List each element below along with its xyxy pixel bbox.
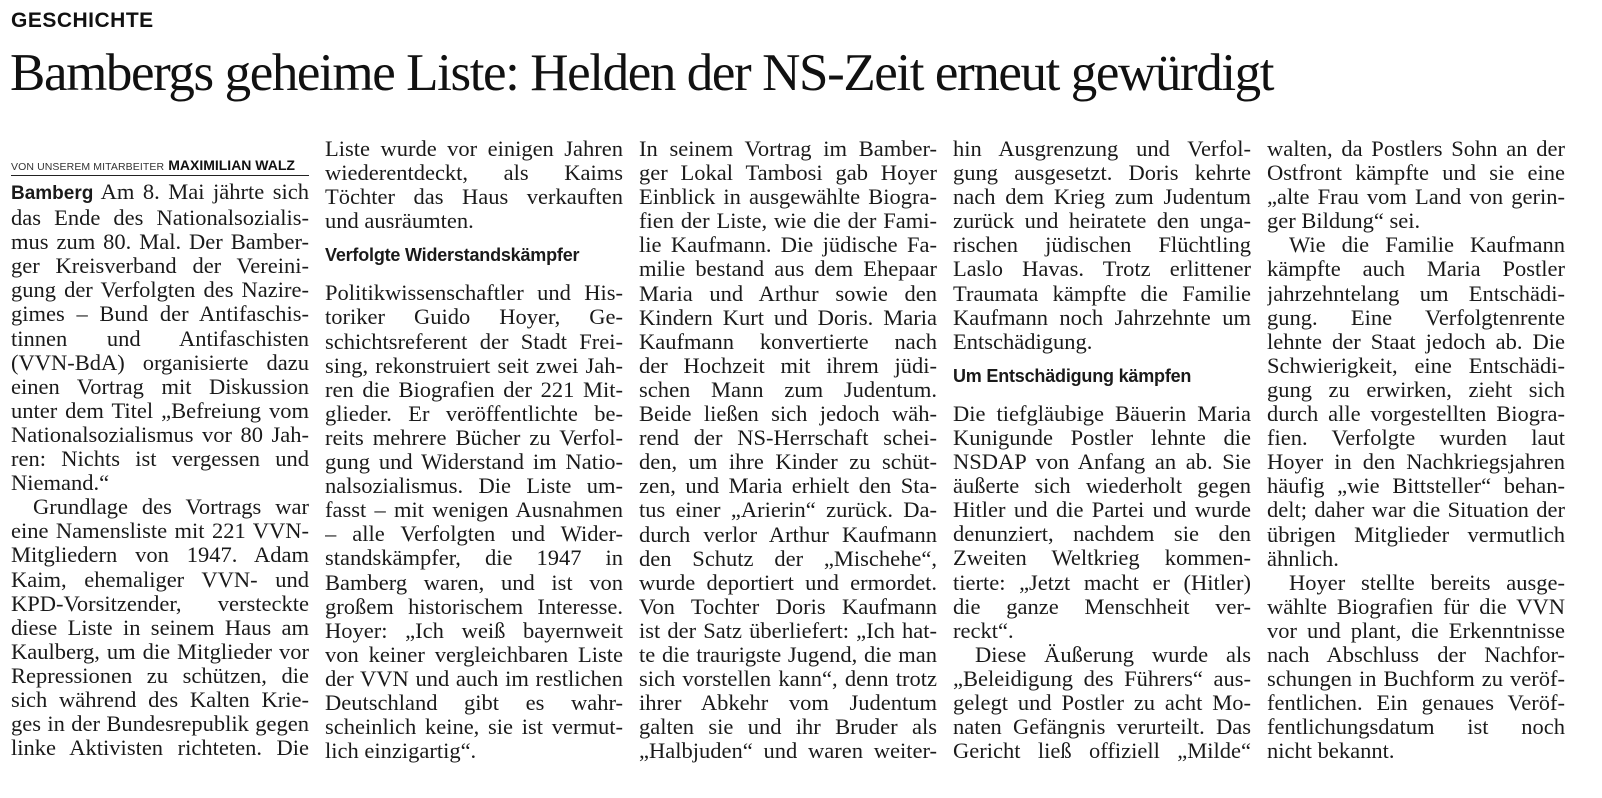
text-line: ren die Biografien der 221 Mit- (325, 377, 623, 402)
article-column-2 (325, 137, 623, 763)
text-line: Die tiefgläubige Bäuerin Maria (953, 401, 1251, 426)
text-line: Diese Äußerung wurde als (975, 642, 1251, 667)
text-line: Hoyer in den Nachkriegsjahren (1267, 450, 1565, 475)
text-line: milie bestand aus dem Ehepaar (639, 257, 937, 282)
subheading: Verfolgte Widerstandskämpfer (325, 245, 580, 266)
text-line: NSDAP von Anfang an ab. Sie (953, 450, 1251, 475)
text-line: ihrer Abkehr vom Judentum (639, 691, 937, 716)
text-line: reits mehrere Bücher zu Verfol- (325, 425, 623, 450)
article-column-4 (953, 137, 1251, 763)
text-line: ähnlich. (1267, 546, 1339, 571)
text-line: durch alle vorgestellten Biogra- (1267, 402, 1565, 427)
text-line: linke Aktivisten richteten. Die (11, 736, 309, 761)
text-line: tierte: „Jetzt macht er (Hitler) (953, 570, 1251, 595)
text-line: Kaim, ehemaliger VVN- und (11, 567, 309, 592)
text-line: hin Ausgrenzung und Verfol- (953, 137, 1251, 161)
article-headline: Bambergs geheime Liste: Helden der NS-Zeit erneut gewürdigt (10, 44, 1274, 102)
text-line: Hoyer: „Ich weiß bayernweit (325, 618, 623, 643)
text-line: mus zum 80. Mal. Der Bamber- (11, 230, 309, 255)
text-line: Von Tochter Doris Kaufmann (639, 594, 937, 619)
text-line: vor und plant, die Erkenntnisse (1267, 618, 1565, 643)
text-line: der Hochzeit mit ihrem jüdi- (639, 353, 937, 378)
text-line: Repressionen zu schützen, die (11, 663, 309, 688)
text-line: rischen jüdischen Flüchtling (953, 233, 1251, 258)
text-line: denunziert, nachdem sie den (953, 522, 1251, 547)
text-line: wurde deportiert und ermordet. (639, 570, 937, 595)
text-line: walten, da Postlers Sohn an der (1267, 137, 1565, 161)
dateline: Bamberg (11, 183, 94, 204)
text-line: In seinem Vortrag im Bamber- (639, 137, 937, 161)
text-line: fentlichen. Ein genaues Veröf- (1267, 691, 1565, 716)
text-line: von keiner vergleichbaren Liste (325, 642, 623, 667)
text-line: Schwierigkeit, eine Entschädi- (1267, 353, 1565, 378)
text-line: Mitgliedern von 1947. Adam (11, 543, 309, 568)
text-line: schungen in Buchform zu veröf- (1267, 667, 1565, 692)
text-line: rend der NS-Herrschaft schei- (639, 426, 937, 451)
text-line: diese Liste in seinem Haus am (11, 615, 309, 640)
text-line: eine Namensliste mit 221 VVN- (11, 519, 309, 544)
text-line: unter dem Titel „Befreiung vom (11, 398, 309, 423)
text-line: Laslo Havas. Trotz erlittener (953, 257, 1251, 282)
text-line: Kindern Kurt und Doris. Maria (639, 305, 937, 330)
text-line: wiederentdeckt, als Kaims (325, 161, 623, 186)
text-line: KPD-Vorsitzender, versteckte (11, 591, 309, 616)
text-line: häufig „wie Bittsteller“ behan- (1267, 474, 1565, 499)
text-line: gung. Eine Verfolgtenrente (1267, 305, 1565, 330)
text-line: Grundlage des Vortrags war (33, 495, 309, 520)
text-line: lehnte der Staat jedoch ab. Die (1267, 329, 1565, 354)
text-line: Bamberg Am 8. Mai jährte sich (11, 180, 309, 204)
text-line: delt; daher war die Situation der (1267, 498, 1565, 523)
text-line: Hitler und die Partei und wurde (953, 498, 1251, 523)
text-line: gelegt und Postler zu acht Mo- (953, 690, 1251, 715)
text-line: reckt“. (953, 618, 1014, 643)
text-line: gung zu erwirken, zieht sich (1267, 377, 1565, 402)
text-line: sich während des Kalten Krie- (11, 687, 309, 712)
text-line: Maria und Arthur sowie den (639, 281, 937, 306)
text-line: naten Gefängnis verurteilt. Das (953, 715, 1251, 740)
text-line: nalsozialismus. Die Liste um- (325, 474, 623, 499)
text-line: ges in der Bundesrepublik gegen (11, 712, 309, 737)
text-line: Einblick in ausgewählte Biogra- (639, 185, 937, 210)
text-line: durch verlor Arthur Kaufmann (639, 522, 937, 547)
text-line: äußerte sich wiederholt gegen (953, 474, 1251, 499)
text-line: ist der Satz überliefert: „Ich hat- (639, 618, 937, 643)
text-line: Liste wurde vor einigen Jahren (325, 137, 623, 161)
byline-prefix: VON UNSEREM MITARBEITER (11, 161, 165, 173)
text-line: und ausräumten. (325, 209, 474, 234)
text-line: fien. Verfolgte wurden laut (1267, 426, 1565, 451)
text-line: nicht bekannt. (1267, 739, 1395, 764)
text-line: gung der Verfolgten des Nazire- (11, 278, 309, 303)
text-line: Beide ließen sich jedoch wäh- (639, 402, 937, 427)
text-line: der VVN und auch im restlichen (325, 666, 623, 691)
text-line: sing, rekonstruiert seit zwei Jah- (325, 353, 623, 378)
text-line: Kaufmann konvertierte nach (639, 329, 937, 354)
text-line: einen Vortrag mit Diskussion (11, 374, 309, 399)
byline (11, 151, 309, 176)
text-line: ren: Nichts ist vergessen und (11, 447, 309, 472)
text-line: Kaulberg, um die Mitglieder vor (11, 639, 309, 664)
text-line: fasst – mit wenigen Ausnahmen (325, 498, 623, 523)
text-line: Nationalsozialismus vor 80 Jah- (11, 422, 309, 447)
text-line: Ostfront kämpfte und sie eine (1267, 161, 1565, 186)
byline-author: MAXIMILIAN WALZ (168, 157, 295, 173)
text-line: Gericht ließ offiziell „Milde“ (953, 739, 1251, 764)
article-column-3 (639, 137, 937, 763)
text-line: zurück und heiratete den unga- (953, 209, 1251, 234)
text-line: standskämpfer, die 1947 in (325, 546, 623, 571)
text-line: schichtsreferent der Stadt Frei- (325, 329, 623, 354)
text-line: scheinlich keine, sie ist vermut- (325, 715, 623, 740)
text-line: Kunigunde Postler lehnte die (953, 425, 1251, 450)
text-line: „alte Frau vom Land von gerin- (1267, 185, 1565, 210)
article-column-5 (1267, 137, 1565, 763)
text-line: nach dem Krieg zum Judentum (953, 185, 1251, 210)
text-line: das Ende des Nationalsozialis- (11, 206, 309, 231)
text-line: Entschädigung. (953, 329, 1093, 354)
text-line: gung ausgesetzt. Doris kehrte (953, 161, 1251, 186)
text-line: (VVN-BdA) organisierte dazu (11, 350, 309, 375)
text-line: gung und Widerstand im Natio- (325, 450, 623, 475)
text-line: zen, und Maria erhielt den Sta- (639, 474, 937, 499)
text-line: lich einzigartig“. (325, 739, 477, 764)
text-line: übrigen Mitglieder vermutlich (1267, 522, 1565, 547)
text-line: großem historischem Interesse. (325, 594, 623, 619)
text-line: Kaufmann noch Jahrzehnte um (953, 305, 1251, 330)
section-rubric: GESCHICHTE (11, 9, 154, 32)
text-line: kämpfte auch Maria Postler (1267, 257, 1565, 282)
text-line: te die traurigste Jugend, die man (639, 642, 937, 667)
text-line: Politikwissenschaftler und His- (325, 281, 623, 306)
text-line: die ganze Menschheit ver- (953, 594, 1251, 619)
text-line: Niemand.“ (11, 471, 110, 496)
text-line: Wie die Familie Kaufmann (1289, 233, 1565, 258)
text-line: lie Kaufmann. Die jüdische Fa- (639, 233, 937, 258)
text-line: Hoyer stellte bereits ausge- (1289, 570, 1565, 595)
text-line: „Beleidigung des Führers“ aus- (953, 666, 1251, 691)
text-line: nach Abschluss der Nachfor- (1267, 642, 1565, 667)
text-line: den Schutz der „Mischehe“, (639, 546, 937, 571)
text-line: glieder. Er veröffentlichte be- (325, 401, 623, 426)
text-line: Töchter das Haus verkauften (325, 185, 623, 210)
text-line: ger Kreisverband der Vereini- (11, 254, 309, 279)
text-line: Zweiten Weltkrieg kommen- (953, 546, 1251, 571)
text-line: tus einer „Arierin“ zurück. Da- (639, 498, 937, 523)
text-line: fien der Liste, wie die der Fami- (639, 209, 937, 234)
text-line: toriker Guido Hoyer, Ge- (325, 305, 623, 330)
text-line: „Halbjuden“ und waren weiter- (639, 739, 937, 764)
text-line: schen Mann zum Judentum. (639, 377, 937, 402)
text-line: ger Bildung“ sei. (1267, 209, 1421, 234)
text-line: Deutschland gibt es wahr- (325, 690, 623, 715)
text-line: ger Lokal Tambosi gab Hoyer (639, 161, 937, 186)
text-line: den, um ihre Kinder zu schüt- (639, 450, 937, 475)
text-line: tinnen und Antifaschisten (11, 326, 309, 351)
text-line: galten sie und ihr Bruder als (639, 715, 937, 740)
text-line: gimes – Bund der Antifaschis- (11, 302, 309, 327)
text-line: jahrzehntelang um Entschädi- (1267, 281, 1565, 306)
text-line: – alle Verfolgten und Wider- (325, 522, 623, 547)
article-column-1 (11, 137, 309, 760)
text-line: Traumata kämpfte die Familie (953, 281, 1251, 306)
text-line: fentlichungsdatum ist noch (1267, 715, 1565, 740)
text-line: sich vorstellen kann“, denn trotz (639, 667, 937, 692)
subheading: Um Entschädigung kämpfen (953, 365, 1192, 386)
text-line: wählte Biografien für die VVN (1267, 594, 1565, 619)
text-line: Bamberg waren, und ist von (325, 570, 623, 595)
